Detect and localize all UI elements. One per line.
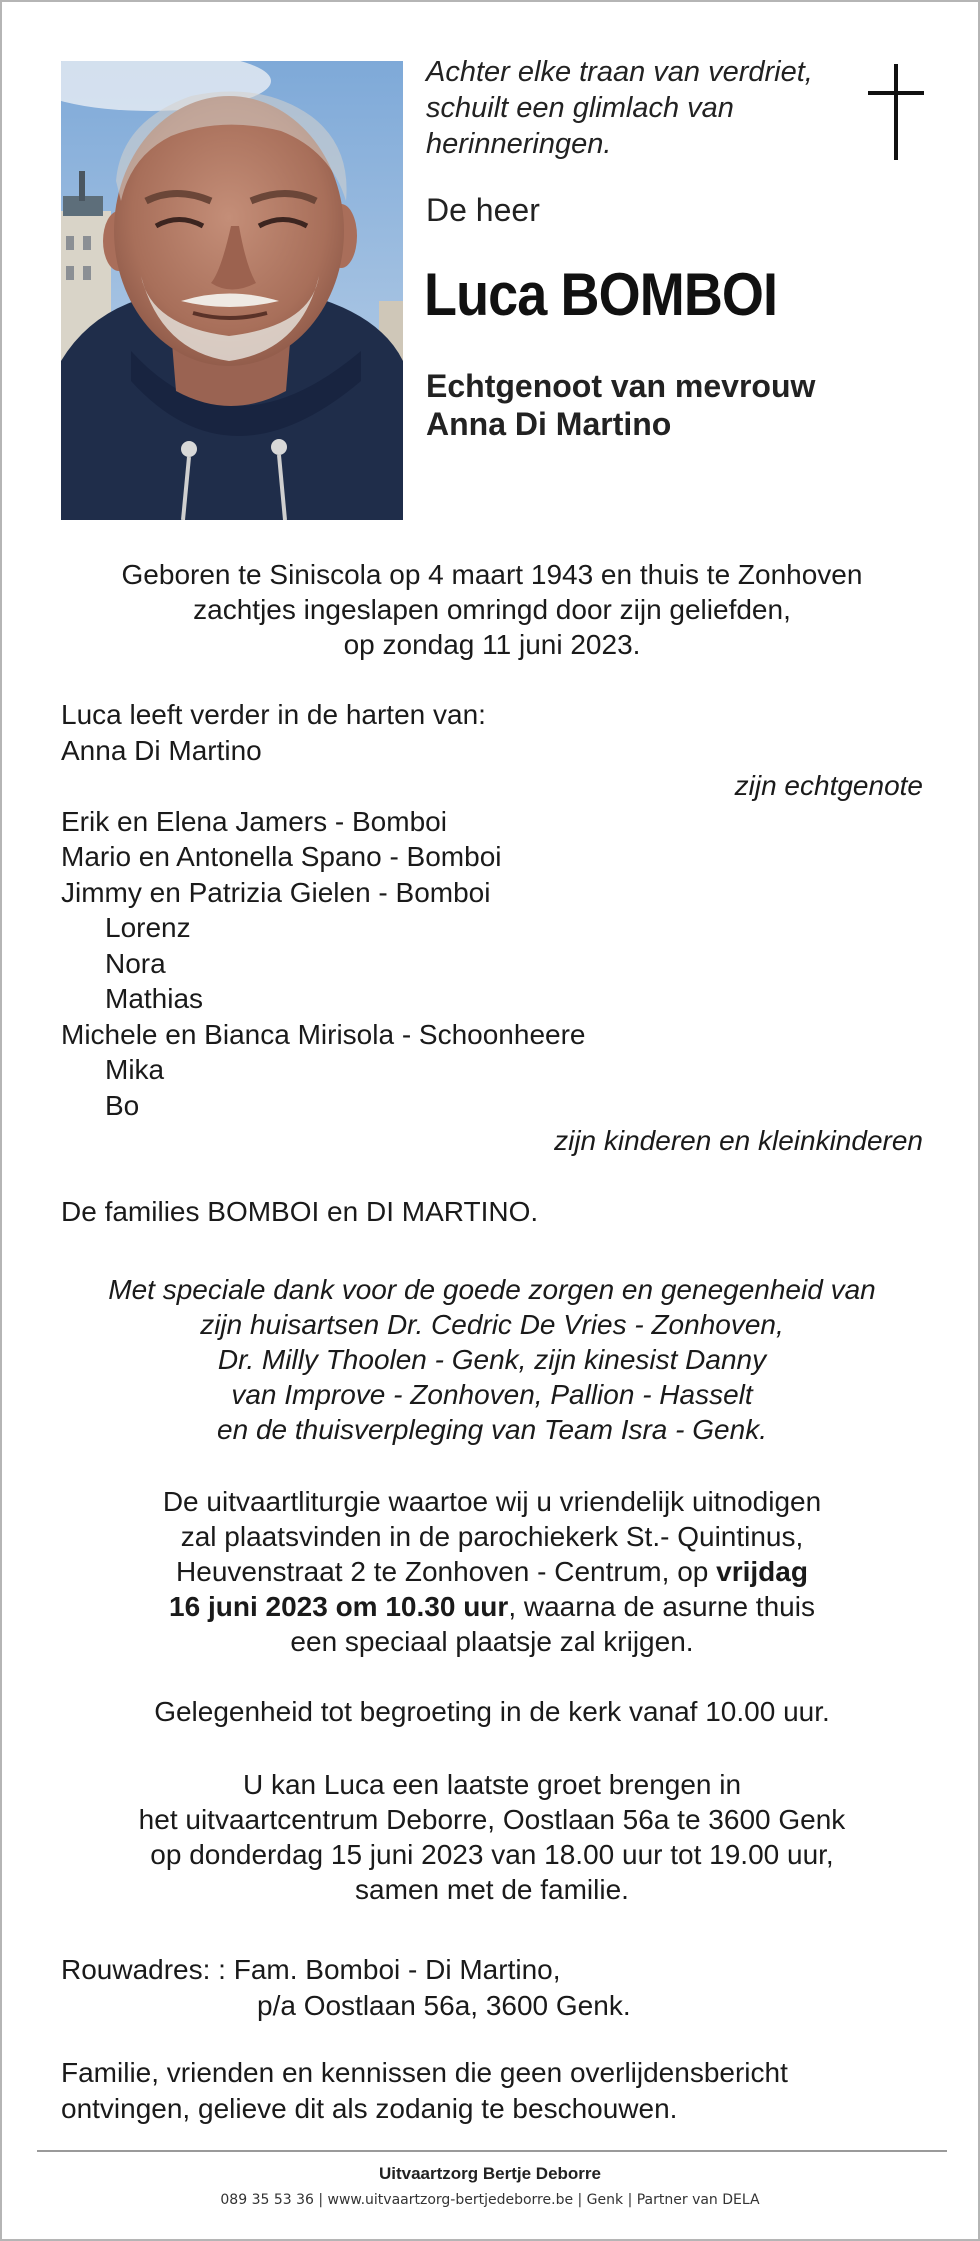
- visit-line: samen met de familie.: [355, 1874, 629, 1905]
- address-line: Rouwadres: : Fam. Bomboi - Di Martino,: [61, 1954, 561, 1985]
- liturgy-day: vrijdag: [716, 1556, 808, 1587]
- memorial-quote: [426, 54, 866, 162]
- honorific: De heer: [426, 192, 540, 228]
- portrait-photo: [61, 61, 403, 520]
- liturgy-urn-note: , waarna de asurne thuis: [508, 1591, 815, 1622]
- visit-line: het uitvaartcentrum Deborre, Oostlaan 56a te 3600 Genk: [138, 1804, 846, 1835]
- spouse-line: Anna Di Martino: [426, 406, 672, 442]
- birth-death-announcement: [42, 557, 942, 662]
- thanks-line: Met speciale dank voor de goede zorgen en genegenheid van: [108, 1274, 876, 1305]
- survivor-grandchild: Bo: [105, 1089, 140, 1121]
- thanks-section: [42, 1272, 942, 1447]
- survivor-grandchild: Mathias: [105, 983, 204, 1014]
- spouse-info: [426, 367, 815, 443]
- survivor-child: Mario en Antonella Spano - Bomboi: [61, 841, 502, 872]
- survivor-grandchild: Lorenz: [105, 912, 191, 943]
- survivor-child: Jimmy en Patrizia Gielen - Bomboi: [61, 876, 491, 908]
- survivor-grandchild: Nora: [105, 947, 166, 979]
- thanks-line: en de thuisverpleging van Team Isra - Genk.: [217, 1414, 767, 1445]
- spouse-line: Echtgenoot van mevrouw: [426, 368, 816, 404]
- greeting-line: [42, 1694, 942, 1729]
- children-role: zijn kinderen en kleinkinderen: [554, 1125, 923, 1156]
- address-line: p/a Oostlaan 56a, 3600 Genk.: [257, 1989, 631, 2021]
- visit-section: [42, 1767, 942, 1907]
- closing-line: ontvingen, gelieve dit als zodanig te beschouwen.: [61, 2092, 678, 2124]
- funeral-home-name: Uitvaartzorg Bertje Deborre: [378, 2164, 601, 2183]
- families-line: [61, 1194, 923, 1230]
- birth-line: zachtjes ingeslapen omringd door zijn geliefden,: [193, 594, 791, 625]
- thanks-line: van Improve - Zonhoven, Pallion - Hasselt: [231, 1379, 753, 1410]
- families-text: De families BOMBOI en DI MARTINO.: [61, 1196, 539, 1227]
- quote-line: schuilt een glimlach van: [426, 92, 734, 124]
- birth-line: op zondag 11 juni 2023.: [343, 629, 641, 660]
- funeral-home-contact: 089 35 53 36 | www.uitvaartzorg-bertjedeborre.be | Genk | Partner van DELA: [220, 2192, 760, 2208]
- survivors-list: [61, 697, 923, 1159]
- liturgy-line: zal plaatsvinden in de parochiekerk St.- Quintinus,: [180, 1521, 804, 1552]
- liturgy-address: Heuvenstraat 2 te Zonhoven - Centrum, op: [176, 1556, 717, 1587]
- greeting-text: Gelegenheid tot begroeting in de kerk vanaf 10.00 uur.: [154, 1696, 830, 1727]
- closing-note: [61, 2055, 923, 2126]
- survivors-intro: Luca leeft verder in de harten van:: [61, 699, 486, 730]
- mourning-address: [61, 1952, 923, 2023]
- thanks-line: zijn huisartsen Dr. Cedric De Vries - Zonhoven,: [200, 1309, 784, 1340]
- liturgy-line: De uitvaartliturgie waartoe wij u vriendelijk uitnodigen: [162, 1486, 822, 1517]
- closing-line: Familie, vrienden en kennissen die geen overlijdensbericht: [61, 2057, 788, 2088]
- thanks-line: Dr. Milly Thoolen - Genk, zijn kinesist Danny: [217, 1344, 767, 1375]
- quote-line: Achter elke traan van verdriet,: [426, 56, 813, 88]
- survivor-child: Erik en Elena Jamers - Bomboi: [61, 805, 447, 837]
- survivor-child: Michele en Bianca Mirisola - Schoonheere: [61, 1018, 586, 1050]
- survivor-spouse: Anna Di Martino: [61, 734, 262, 766]
- birth-line: Geboren te Siniscola op 4 maart 1943 en thuis te Zonhoven: [121, 559, 863, 590]
- liturgy-line: een speciaal plaatsje zal krijgen.: [290, 1626, 694, 1657]
- liturgy-line: [42, 1589, 942, 1624]
- visit-line: U kan Luca een laatste groet brengen in: [242, 1769, 742, 1800]
- quote-line: herinneringen.: [426, 128, 612, 160]
- liturgy-line: [42, 1554, 942, 1589]
- latin-cross-icon: [868, 64, 924, 160]
- visit-line: op donderdag 15 juni 2023 van 18.00 uur tot 19.00 uur,: [150, 1839, 834, 1870]
- deceased-name: Luca BOMBOI: [424, 261, 778, 328]
- liturgy-section: [42, 1484, 942, 1659]
- footer-divider: [37, 2150, 947, 2152]
- survivor-grandchild: Mika: [105, 1054, 165, 1085]
- liturgy-date-time: 16 juni 2023 om 10.30 uur: [169, 1591, 509, 1622]
- spouse-role: zijn echtgenote: [734, 770, 923, 801]
